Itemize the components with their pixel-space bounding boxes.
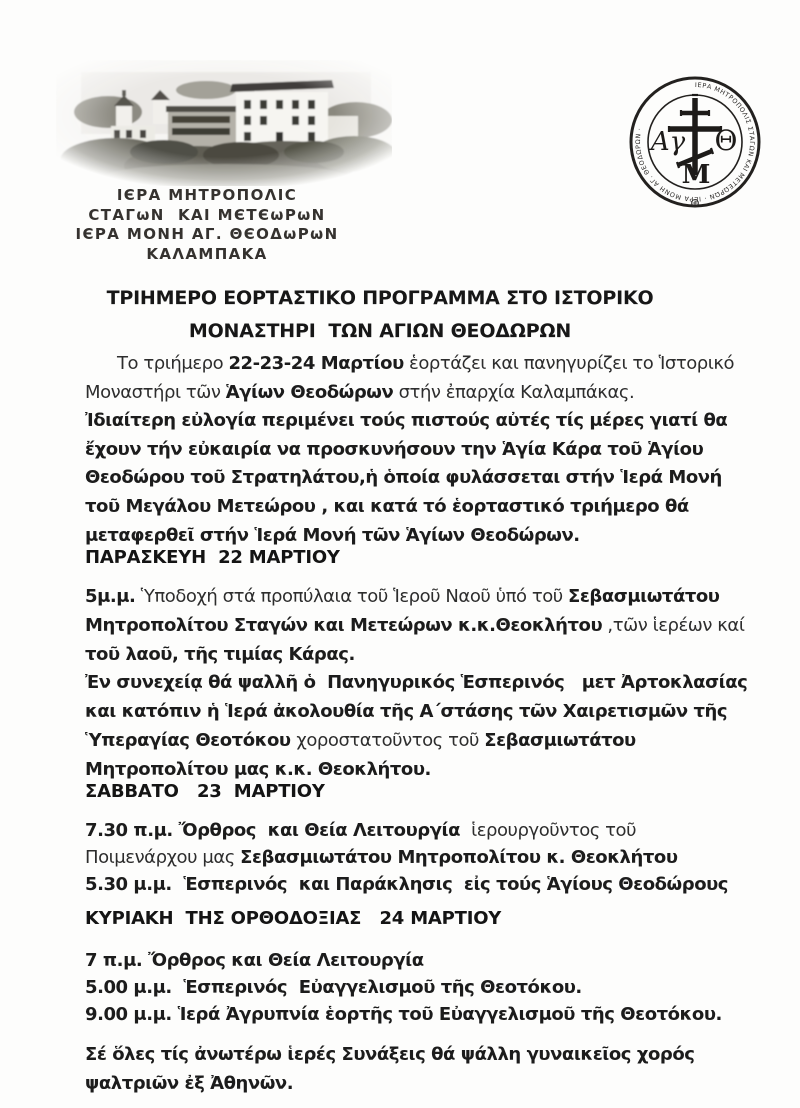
section-sunday-schedule	[85, 947, 722, 1029]
text-line: Ἐν συνεχείᾳ θά ψαλλῆ ὁ Πανηγυρικός Ἑσπερινός μετ Ἀρτοκλασίας	[85, 672, 748, 694]
text-line: 5.30 μ.μ. Ἑσπερινός και Παράκλησις εἰς τούς Ἁγίους Θεοδώρους	[85, 873, 729, 895]
text-line: Ἰδιαίτερη εὐλογία περιμένει τούς πιστούς αὐτές τίς μέρες γιατί θα	[85, 410, 728, 432]
org-line-metropolis: ΙЄΡΑ ΜΗΤΡΟΠΟΛΙC	[116, 186, 298, 204]
section-heading-sunday-of-orthodoxy-24-march: ΚΥΡΙΑΚΗ ΤΗΣ ΟΡΘΟΔΟΞΙΑΣ 24 ΜΑΡΤΙΟΥ	[85, 908, 502, 929]
document-title-line2: ΜΟΝΑΣΤΗΡΙ ΤΩΝ ΑΓΙΩΝ ΘΕΟΔΩΡΩΝ	[188, 320, 572, 342]
orthodox-cross-seal-icon	[626, 70, 766, 220]
text-line: 7 π.μ. Ὄρθρος και Θεία Λειτουργία	[85, 950, 424, 971]
monastery-photo-image	[56, 60, 392, 186]
text-line: Θεοδώρου τοῦ Στρατηλάτου,ἡ ὁποία φυλάσσεται στήν Ἱερά Μονή	[85, 467, 722, 489]
text-line: Μητροπολίτου Σταγών και Μετεώρων κ.κ.Θεοκλήτου ,τῶν ἱερέων καί	[85, 614, 745, 636]
org-line-kalampaka: ΚΑΛΑΜΠΑΚΑ	[146, 244, 268, 263]
text-line: και κατόπιν ἡ Ἱερά ἀκολουθία τῆς Α΄στάσης τῶν Χαιρετισμῶν τῆς	[85, 701, 728, 723]
letterhead-org-name	[52, 186, 362, 264]
monastery-seal	[626, 70, 766, 220]
section-heading-friday-22-march: ΠΑΡΑΣΚΕΥΗ 22 ΜΑΡΤΙΟΥ	[85, 547, 340, 568]
text-line: 7.30 π.μ. Ὄρθρος και Θεία Λειτουργία ἱερουργοῦντος τοῦ	[85, 820, 637, 841]
org-line-holy-monastery: ΙЄΡΑ ΜΟΝΗ ΑΓ. ΘЄΟΔωΡωΝ	[75, 225, 339, 243]
document-title-line1: ΤΡΙΗΜΕΡΟ ΕΟΡΤΑΣΤΙΚΟ ΠΡΟΓΡΑΜΜΑ ΣΤΟ ΙΣΤΟΡΙΚΟ	[106, 287, 654, 309]
intro-paragraph	[85, 350, 734, 550]
monastery-photo	[56, 60, 392, 186]
section-saturday-schedule	[85, 818, 728, 898]
text-line: τοῦ Μεγάλου Μετεώρου , και κατά τό ἑορταστικό τριήμερο θά	[85, 495, 689, 517]
text-line: ψαλτριῶν ἐξ Ἀθηνῶν.	[85, 1073, 294, 1094]
text-line: Σέ ὅλες τίς ἀνωτέρω ἱερές Συνάξεις θά ψάλλη γυναικεῖος χορός	[85, 1044, 695, 1065]
svg-text:Αγ: Αγ	[650, 127, 686, 157]
text-line: Μοναστήρι τῶν Ἁγίων Θεοδώρων στήν ἐπαρχία Καλαμπάκας.	[85, 381, 635, 403]
text-line: Ὑπεραγίας Θεοτόκου χοροστατοῦντος τοῦ Σεβασμιωτάτου	[85, 729, 636, 751]
text-line: μεταφερθεῖ στήν Ἱερά Μονή τῶν Ἁγίων Θεοδώρων.	[85, 524, 580, 546]
text-line: Ποιμενάρχου μας Σεβασμιωτάτου Μητροπολίτου κ. Θεοκλήτου	[85, 846, 678, 868]
text-line: τοῦ λαοῦ, τῆς τιμίας Κάρας.	[85, 643, 355, 665]
text-line: Το τριήμερο 22-23-24 Μαρτίου ἑορτάζει και πανηγυρίζει το Ἱστορικό	[117, 353, 735, 374]
text-line: ἔχουν τήν εὐκαιρία να προσκυνήσουν την Ἁγία Κάρα τοῦ Ἁγίου	[85, 438, 704, 460]
closing-note	[85, 1040, 694, 1098]
org-line-stagon-meteoron: CΤΑΓωΝ ΚΑΙ ΜЄΤЄωΡωΝ	[88, 205, 326, 224]
text-line: 5μ.μ. Ὑποδοχή στά προπύλαια τοῦ Ἱεροῦ Ναοῦ ὑπό τοῦ Σεβασμιωτάτου	[85, 586, 720, 607]
document-title	[0, 282, 760, 348]
svg-text:ΙΕΡΑ ΜΗΤΡΟΠΟΛΙΣ ΣΤΑΓΩΝ ΚΑΙ ΜΕΤ: ΙΕΡΑ ΜΗΤΡΟΠΟΛΙΣ ΣΤΑΓΩΝ ΚΑΙ ΜΕΤΕΩΡΩΝ · ΙΕΡΑ ΜΟΝΗ ΑΓ. ΘΕΟΔΩΡΩΝ ·	[633, 80, 757, 204]
text-line: 5.00 μ.μ. Ἑσπερινός Εὐαγγελισμοῦ τῆς Θεοτόκου.	[85, 977, 582, 999]
svg-text:Θ: Θ	[714, 124, 738, 157]
svg-text:Μ: Μ	[681, 160, 711, 190]
text-line: Μητροπολίτου μας κ.κ. Θεοκλήτου.	[85, 758, 431, 780]
section-heading-saturday-23-march: ΣΑΒΒΑΤΟ 23 ΜΑΡΤΙΟΥ	[85, 781, 325, 802]
text-line: 9.00 μ.μ. Ἱερά Ἀγρυπνία ἑορτῆς τοῦ Εὐαγγελισμοῦ τῆς Θεοτόκου.	[85, 1004, 722, 1026]
section-friday-schedule	[85, 583, 747, 785]
